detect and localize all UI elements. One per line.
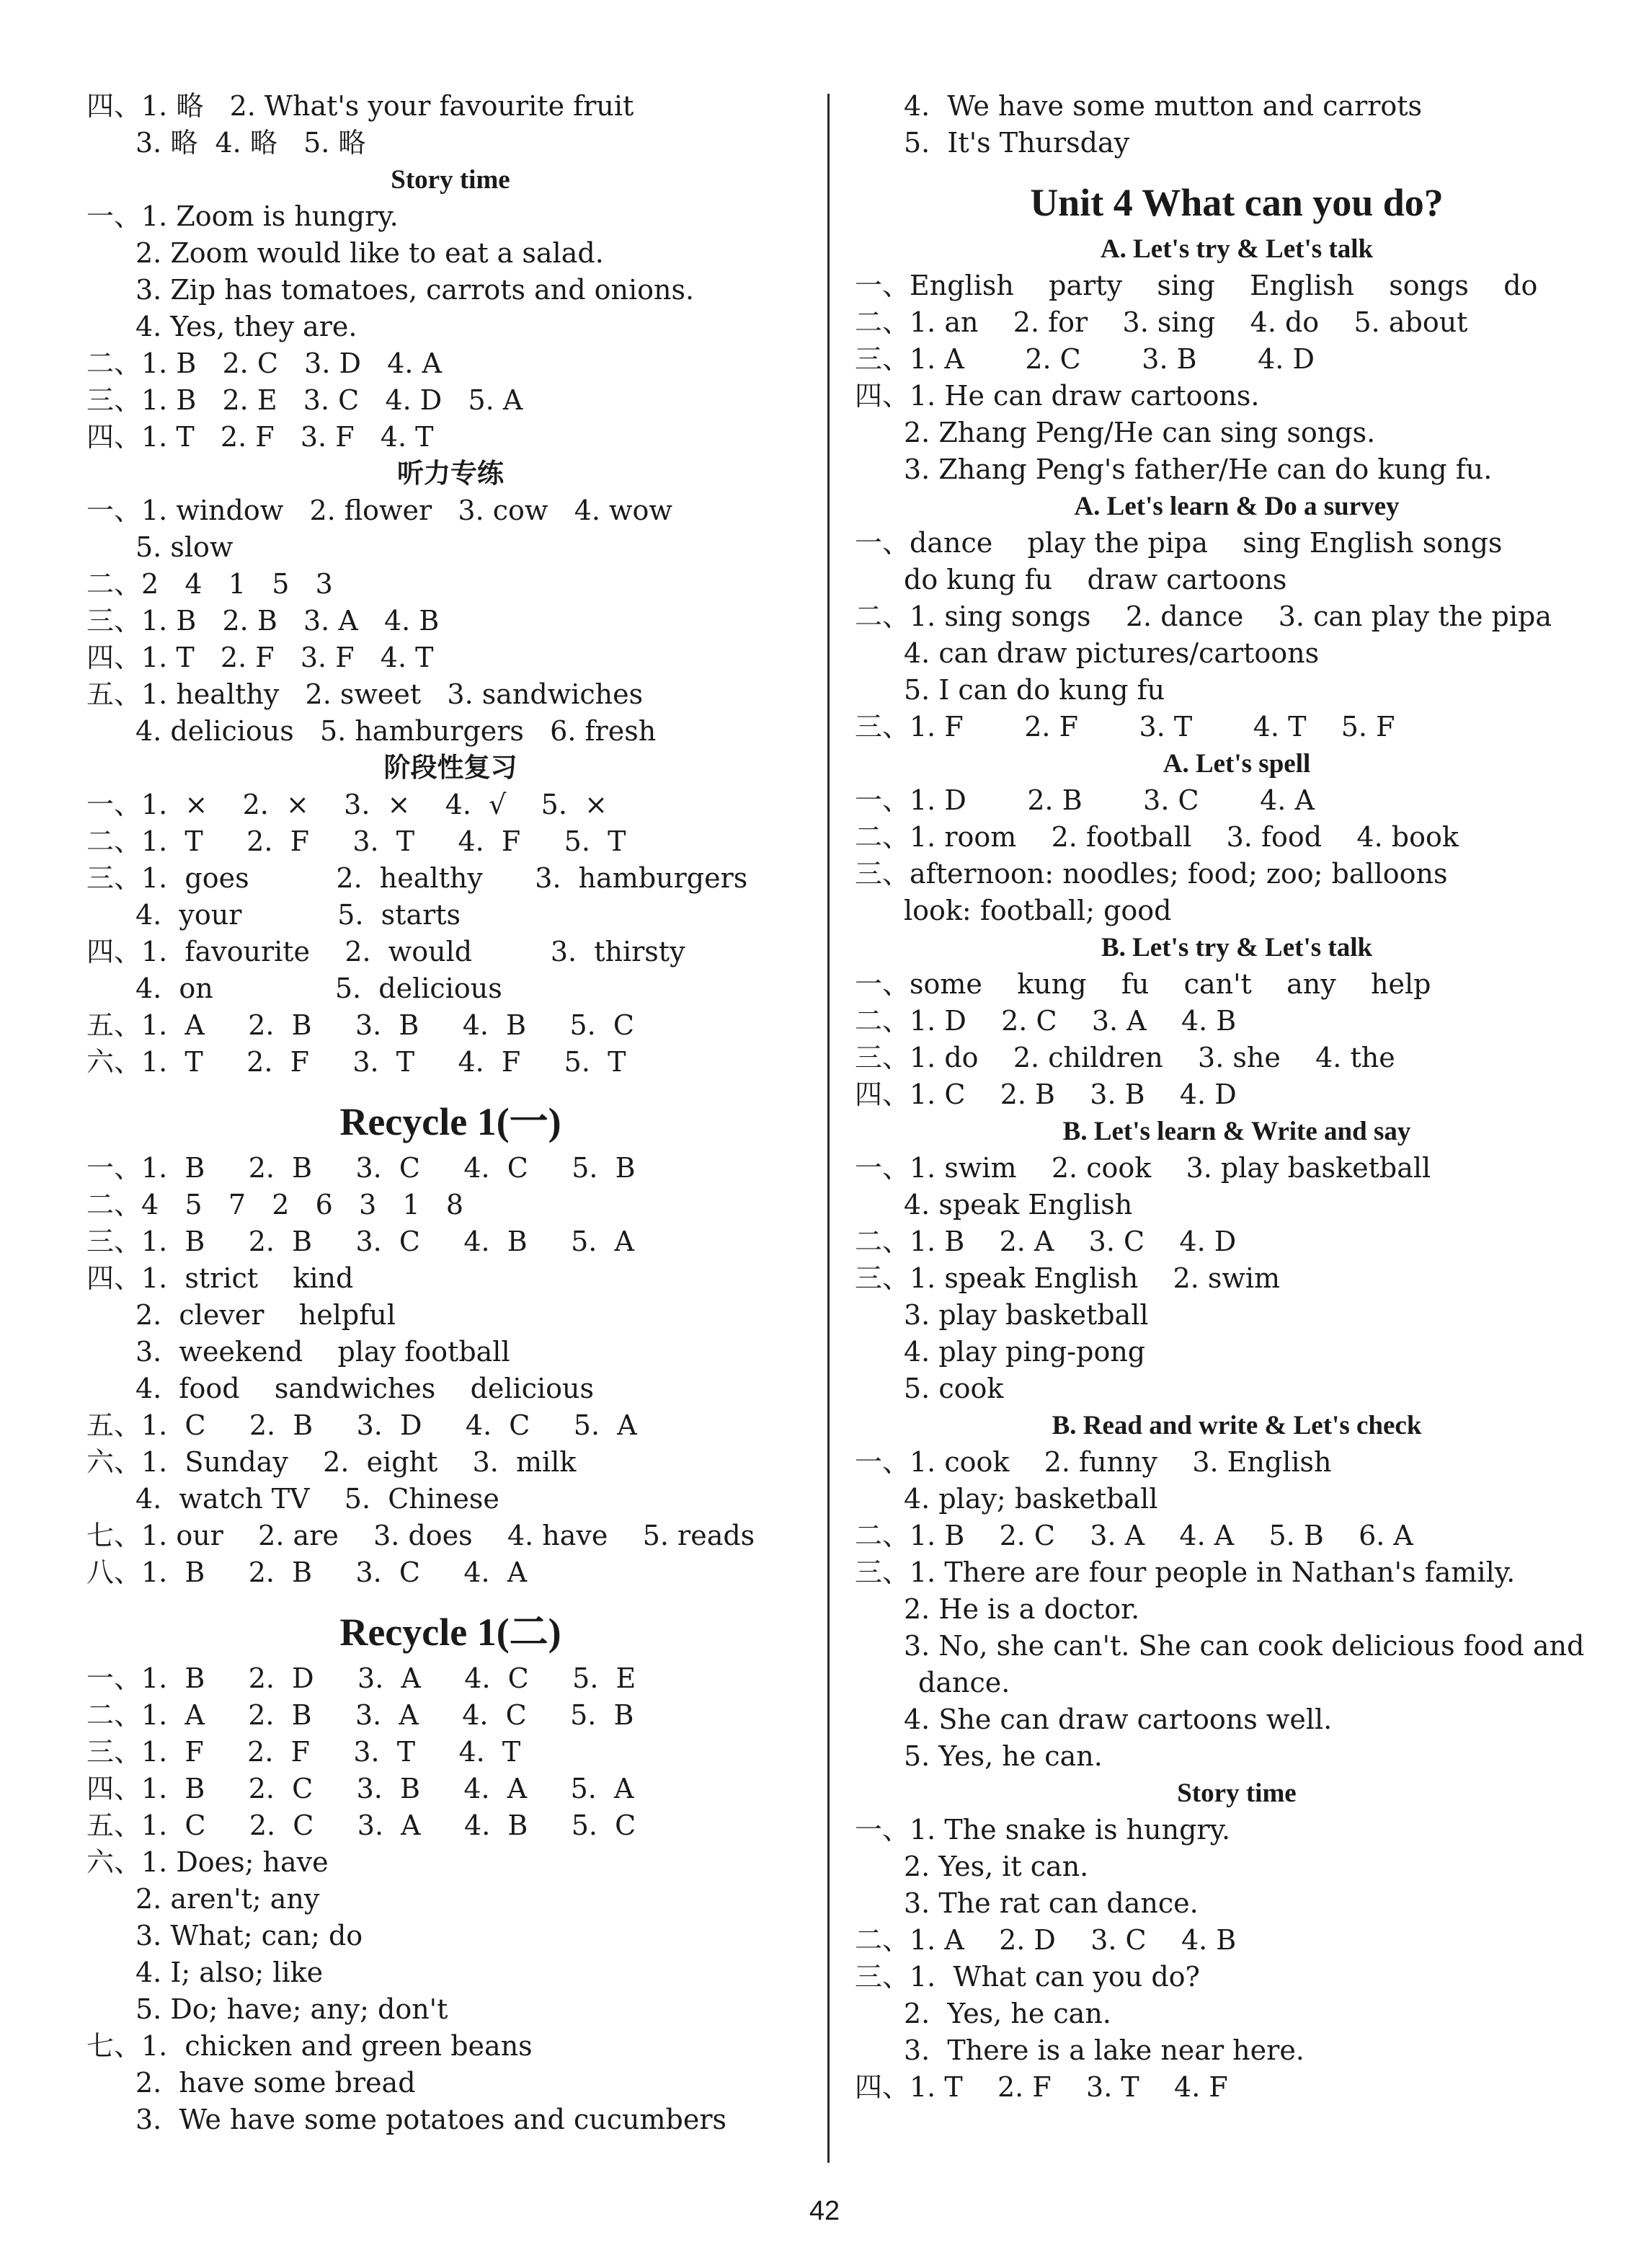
unit-title: Unit 4 What can you do? (1030, 181, 1444, 224)
answer-line: 一、1. cook 2. funny 3. English (855, 1446, 1332, 1478)
answer-line: 四、1. T 2. F 3. F 4. T (86, 642, 434, 673)
answer-line: 3. 略 4. 略 5. 略 (135, 127, 366, 159)
answer-line: 七、1. our 2. are 3. does 4. have 5. reads (86, 1520, 755, 1551)
section-heading: 阶段性复习 (383, 753, 517, 783)
answer-line: 4. can draw pictures/cartoons (904, 637, 1320, 669)
section-heading: Story time (1177, 1778, 1297, 1808)
answer-line: 三、1. do 2. children 3. she 4. the (855, 1042, 1395, 1073)
answer-line: 5. It's Thursday (904, 127, 1130, 159)
answer-line: 一、1. × 2. × 3. × 4. √ 5. × (86, 789, 608, 820)
answer-line: 五、1. C 2. C 3. A 4. B 5. C (86, 1809, 636, 1841)
answer-line: 二、4 5 7 2 6 3 1 8 (86, 1189, 464, 1221)
answer-line: 3. Zhang Peng's father/He can do kung fu. (904, 453, 1493, 485)
answer-line: 4. She can draw cartoons well. (904, 1704, 1333, 1735)
section-heading: B. Let's try & Let's talk (1101, 933, 1373, 962)
answer-line: 一、1. Zoom is hungry. (86, 200, 399, 232)
answer-line: 一、1. B 2. D 3. A 4. C 5. E (86, 1662, 636, 1694)
page-number: 42 (809, 2196, 840, 2226)
answer-line: 2. Zoom would like to eat a salad. (135, 237, 604, 269)
answer-line: 三、1. B 2. E 3. C 4. D 5. A (86, 384, 523, 416)
answer-line: 5. Do; have; any; don't (135, 1993, 448, 2025)
answer-line: 一、1. B 2. B 3. C 4. C 5. B (86, 1152, 636, 1184)
column-divider (827, 94, 830, 2163)
answer-line: 4. Yes, they are. (135, 311, 357, 342)
answer-line: 4. your 5. starts (135, 899, 461, 931)
answer-line: 2. Yes, he can. (904, 1998, 1111, 2029)
answer-line: 五、1. A 2. B 3. B 4. B 5. C (86, 1009, 634, 1041)
answer-line: 4. play ping-pong (904, 1336, 1146, 1368)
answer-line: 八、1. B 2. B 3. C 4. A (86, 1556, 528, 1588)
answer-line: 3. No, she can't. She can cook delicious food and (904, 1630, 1585, 1662)
answer-line: 2. have some bread (135, 2067, 416, 2099)
answer-line: 六、1. Sunday 2. eight 3. milk (86, 1446, 577, 1478)
answer-line: 一、some kung fu can't any help (855, 968, 1431, 1000)
section-heading: B. Let's learn & Write and say (1062, 1117, 1411, 1146)
answer-line: 二、1. T 2. F 3. T 4. F 5. T (86, 825, 626, 857)
answer-line: 二、1. B 2. A 3. C 4. D (855, 1226, 1237, 1257)
section-heading: B. Read and write & Let's check (1052, 1411, 1422, 1440)
answer-line: 3. There is a lake near here. (904, 2034, 1304, 2066)
answer-line: 四、1. C 2. B 3. B 4. D (855, 1078, 1237, 1110)
answer-line: 4. We have some mutton and carrots (904, 90, 1423, 122)
answer-line: 三、1. There are four people in Nathan's family. (855, 1556, 1516, 1588)
answer-line: 四、1. 略 2. What's your favourite fruit (86, 90, 634, 122)
answer-line: 七、1. chicken and green beans (86, 2030, 533, 2062)
answer-line: 二、1. B 2. C 3. D 4. A (86, 347, 442, 379)
answer-line: 五、1. C 2. B 3. D 4. C 5. A (86, 1409, 637, 1441)
answer-line: 3. weekend play football (135, 1336, 510, 1368)
answer-line: 四、1. favourite 2. would 3. thirsty (86, 936, 685, 967)
answer-line: 三、1. speak English 2. swim (855, 1262, 1281, 1294)
answer-line: 5. slow (135, 531, 234, 563)
answer-line: look: football; good (904, 895, 1172, 926)
answer-line: 二、2 4 1 5 3 (86, 568, 333, 600)
answer-line: 2. He is a doctor. (904, 1593, 1140, 1625)
unit-title: Recycle 1(二) (339, 1611, 561, 1654)
answer-line: 二、1. room 2. football 3. food 4. book (855, 821, 1459, 853)
answer-line: 5. Yes, he can. (904, 1740, 1103, 1772)
section-heading: 听力专练 (397, 459, 504, 489)
answer-line: 三、1. goes 2. healthy 3. hamburgers (86, 862, 748, 894)
answer-line: 5. cook (904, 1373, 1004, 1404)
answer-line: 二、1. D 2. C 3. A 4. B (855, 1005, 1237, 1037)
answer-line: 二、1. A 2. B 3. A 4. C 5. B (86, 1699, 634, 1731)
answer-line: do kung fu draw cartoons (904, 564, 1287, 595)
section-heading: A. Let's try & Let's talk (1100, 234, 1374, 264)
answer-line: 2. Zhang Peng/He can sing songs. (904, 417, 1376, 448)
answer-line: 四、1. B 2. C 3. B 4. A 5. A (86, 1773, 634, 1804)
answer-line: 四、1. T 2. F 3. T 4. F (855, 2071, 1228, 2103)
section-heading: A. Let's learn & Do a survey (1074, 492, 1400, 521)
answer-line: 4. on 5. delicious (135, 973, 502, 1004)
answer-line: 5. I can do kung fu (904, 674, 1165, 706)
answer-line: 一、1. swim 2. cook 3. play basketball (855, 1152, 1431, 1184)
answer-line: 4. watch TV 5. Chinese (135, 1483, 499, 1515)
answer-line: 四、1. strict kind (86, 1262, 354, 1294)
answer-line: 三、1. What can you do? (855, 1961, 1200, 1993)
left-column (86, 88, 814, 2138)
answer-line: 一、1. D 2. B 3. C 4. A (855, 784, 1315, 816)
answer-line: 2. Yes, it can. (904, 1851, 1089, 1882)
answer-line: 五、1. healthy 2. sweet 3. sandwiches (86, 678, 644, 710)
answer-line: 六、1. Does; have (86, 1846, 329, 1878)
answer-line: 4. delicious 5. hamburgers 6. fresh (135, 715, 657, 747)
answer-line: 二、1. sing songs 2. dance 3. can play the pipa (855, 601, 1552, 632)
answer-line: 4. speak English (904, 1189, 1133, 1221)
answer-line: 2. clever helpful (135, 1299, 396, 1331)
answer-line: 二、1. B 2. C 3. A 4. A 5. B 6. A (855, 1520, 1413, 1551)
answer-line: 3. The rat can dance. (904, 1887, 1199, 1919)
answer-line: 三、1. F 2. F 3. T 4. T (86, 1736, 521, 1768)
answer-line: 4. play; basketball (904, 1483, 1158, 1515)
answer-line: 3. We have some potatoes and cucumbers (135, 2104, 726, 2135)
answer-line: 四、1. He can draw cartoons. (855, 380, 1260, 412)
answer-line: 一、1. The snake is hungry. (855, 1814, 1231, 1846)
answer-line: 2. aren't; any (135, 1883, 320, 1915)
answer-line: 二、1. an 2. for 3. sing 4. do 5. about (855, 306, 1468, 338)
right-column (855, 88, 1619, 2106)
answer-line: 4. food sandwiches delicious (135, 1373, 594, 1404)
answer-line: 3. What; can; do (135, 1920, 363, 1952)
answer-line: 3. Zip has tomatoes, carrots and onions. (135, 274, 695, 306)
unit-title: Recycle 1(一) (339, 1100, 561, 1143)
answer-line: 一、English party sing English songs do (855, 270, 1538, 301)
answer-line: 三、1. B 2. B 3. C 4. B 5. A (86, 1226, 634, 1257)
answer-line: 六、1. T 2. F 3. T 4. F 5. T (86, 1046, 626, 1078)
answer-line: 4. I; also; like (135, 1957, 324, 1988)
section-heading: A. Let's spell (1163, 749, 1311, 779)
answer-line: 二、1. A 2. D 3. C 4. B (855, 1924, 1237, 1956)
answer-line: 三、1. A 2. C 3. B 4. D (855, 343, 1315, 375)
answer-line: 三、afternoon: noodles; food; zoo; balloons (855, 858, 1448, 890)
answer-line: dance. (918, 1667, 1010, 1698)
answer-line: 一、dance play the pipa sing English songs (855, 527, 1503, 559)
answer-line: 3. play basketball (904, 1299, 1149, 1331)
section-heading: Story time (391, 165, 510, 195)
answer-line: 一、1. window 2. flower 3. cow 4. wow (86, 495, 672, 526)
answer-line: 四、1. T 2. F 3. F 4. T (86, 421, 434, 453)
answer-line: 三、1. B 2. B 3. A 4. B (86, 605, 440, 637)
answer-line: 三、1. F 2. F 3. T 4. T 5. F (855, 711, 1395, 743)
